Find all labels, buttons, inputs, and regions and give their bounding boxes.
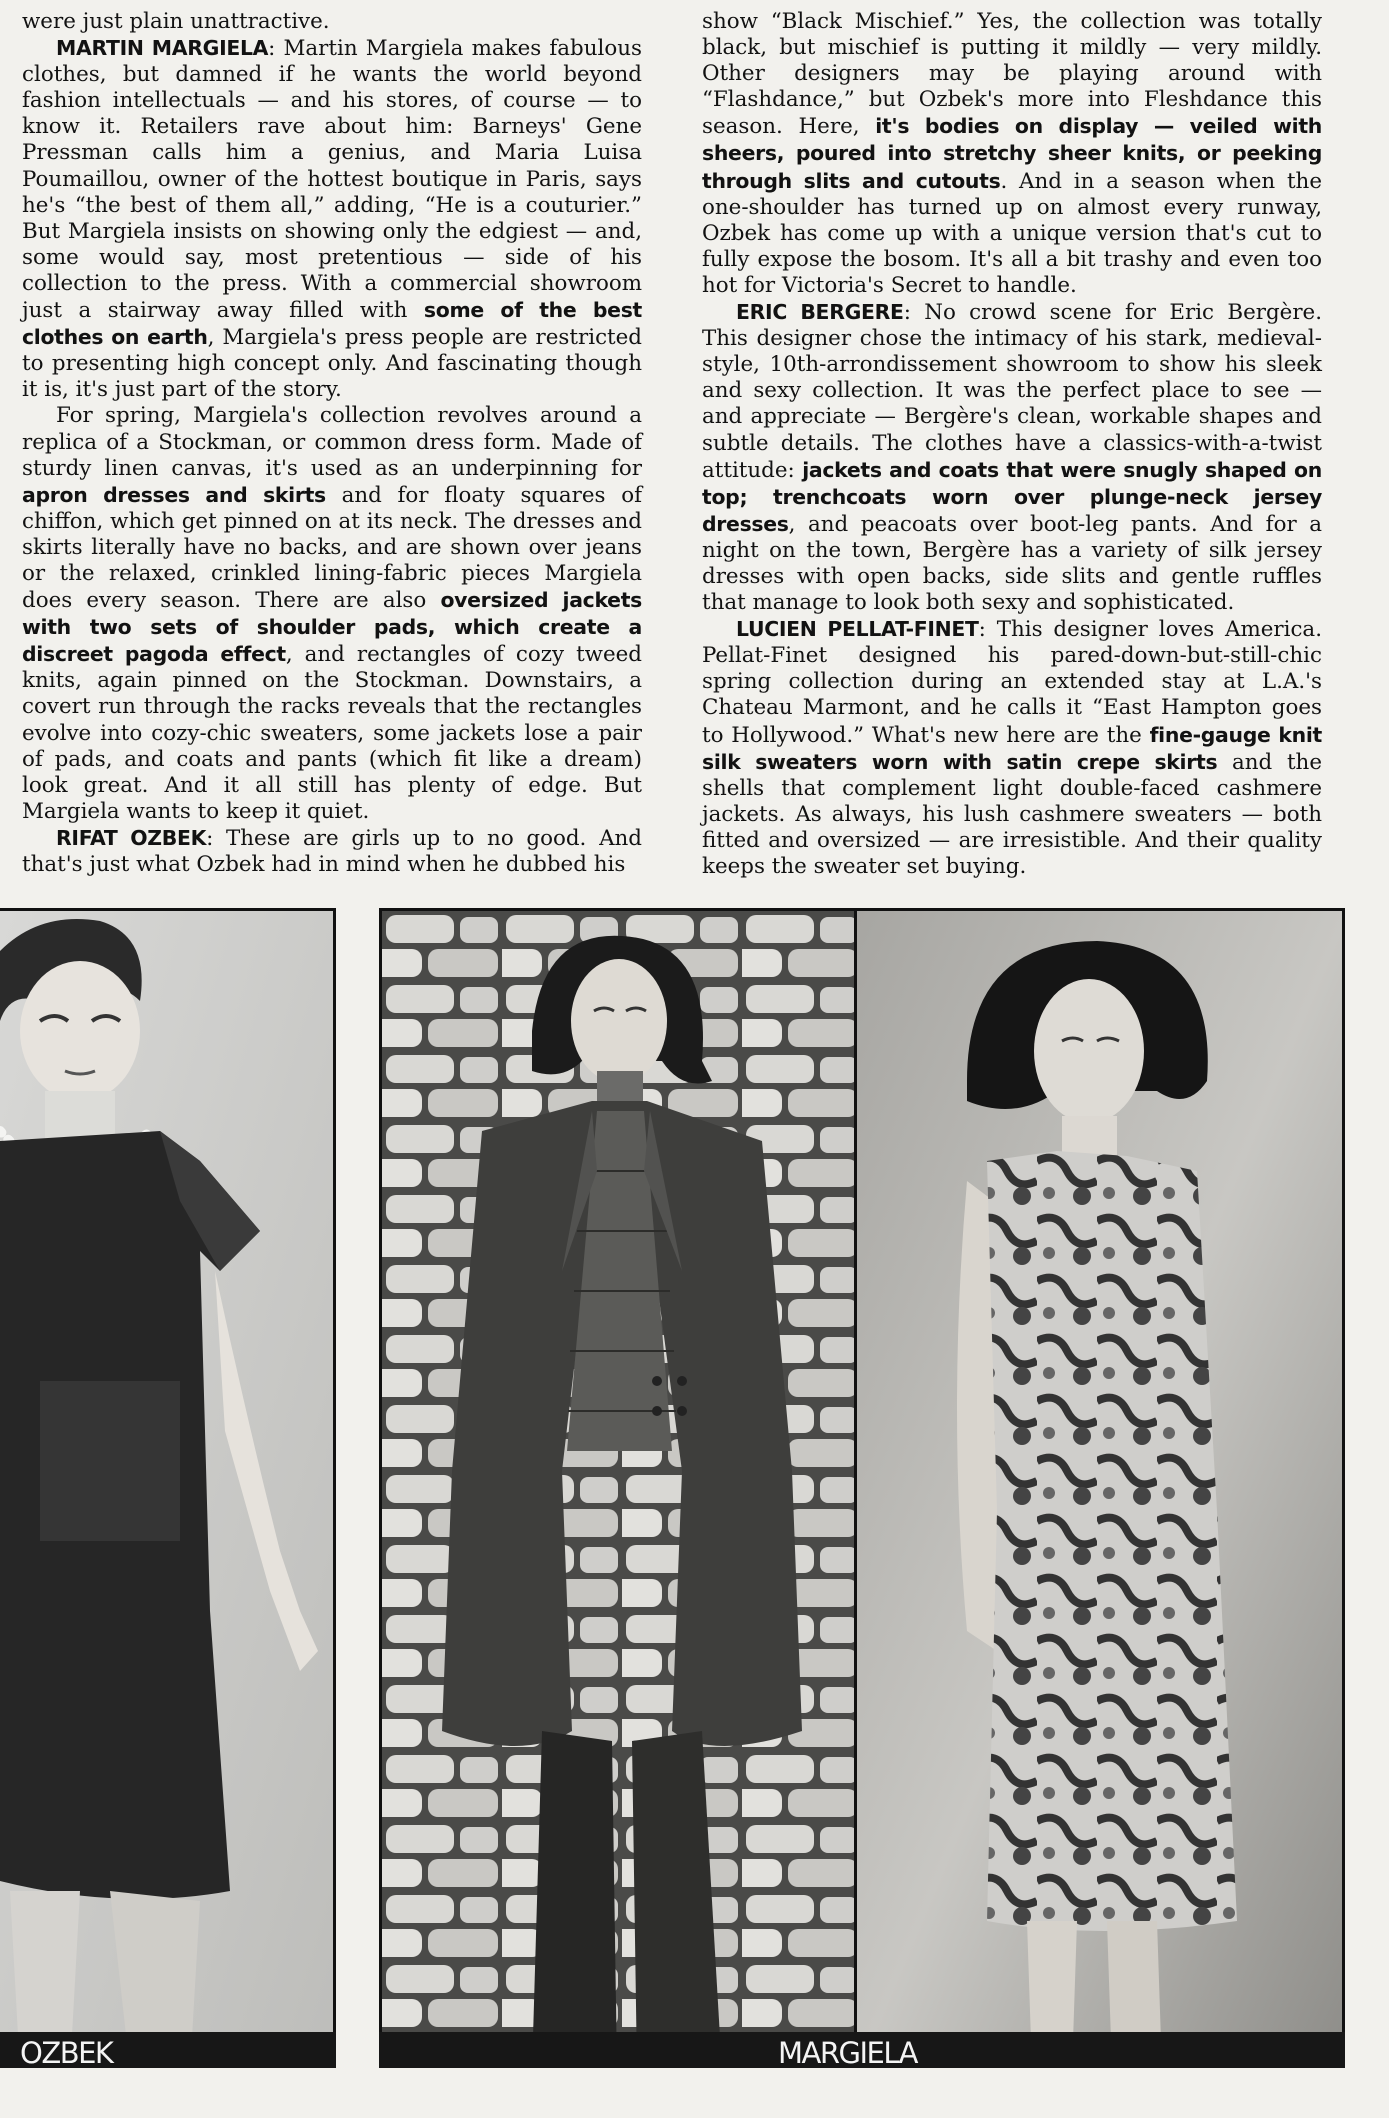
paragraph [22,9,642,35]
body-text: For spring, Margiela's collection revolves around a replica of a Stockman, or common dress form. Made of sturdy linen canvas, it's used as an underpinning for [22,403,642,481]
highlight-text: oversized jackets with two sets of shoulder pads, which create a discreet pagoda effect [22,588,642,667]
paragraph [22,403,642,825]
designer-heading: LUCIEN PELLAT-FINET [736,617,979,642]
body-text: : This designer loves America. Pellat-Finet designed his pared-down-but-still-chic spring collection during an extended stay at L.A.'s Chateau Marmont, and he calls it “East Hampton goes to Hollywood.” What's new here are the [702,617,1322,748]
body-text: show “Black Mischief.” Yes, the collection was totally black, but mischief is putting it mildly — very mildly. Other designers may be playing around with “Flashdance,” but Ozbek's more into Fleshdance this season. Here, [702,9,1322,140]
body-text: , and rectangles of cozy tweed knits, again pinned on the Stockman. Downstairs, a covert run through the racks reveals that the rectangles evolve into cozy-chic sweaters, some jackets lose a pair of pads, and coats and pants (which fit like a dream) look great. And it all still has plenty of edge. But Margiela wants to keep it quiet. [22,642,642,824]
body-text: : These are girls up to no good. And that's just what Ozbek had in mind when he dubbed his [22,825,642,877]
paragraph-eric-bergere [702,299,1322,616]
photo-margiela-jacket-illustration [382,911,857,2068]
body-text: , Margiela's press people are restricted to presenting high concept only. And fascinating though it is, it's just part of the story. [22,325,642,403]
designer-heading: MARTIN MARGIELA [56,36,269,61]
highlight-text: jackets and coats that were snugly shaped on top; trenchcoats worn over plunge-neck jersey dresses [702,457,1322,536]
photo-ozbek-illustration [0,911,336,2068]
paragraph-lucien-pellat-finet [702,616,1322,880]
article-column-right [702,9,1322,880]
highlight-text: some of the best clothes on earth [22,298,642,350]
photo-ozbek-model [0,908,336,2068]
highlight-text: fine-gauge knit silk sweaters worn with satin crepe skirts [702,722,1322,774]
highlight-text: apron dresses and skirts [22,482,326,507]
paragraph-martin-margiela [22,35,642,403]
body-text: : No crowd scene for Eric Bergère. This designer chose the intimacy of his stark, medieval-style, 10th-arrondissement showroom to show his sleek and sexy collection. It was the perfect place to see — and appreciate — Bergère's clean, workable shapes and subtle details. The clothes have a classics-with-a-twist attitude: [702,300,1323,483]
paragraph-rifat-ozbek [22,825,642,878]
photo-margiela-jacket [379,908,857,2068]
designer-heading: ERIC BERGERE [736,300,904,325]
body-text: , and peacoats over boot-leg pants. And for a night on the town, Bergère has a variety of silk jersey dresses with open backs, side slits and gentle ruffles that manage to look both sexy and sophisticated. [702,511,1322,616]
body-text: were just plain unattractive. [22,9,330,34]
body-text: and the shells that complement light double-faced cashmere jackets. As always, his lush cashmere sweaters — both fitted and oversized — are irresistible. And their quality keeps the sweater set buying. [702,749,1322,879]
designer-heading: RIFAT OZBEK [56,825,207,850]
highlight-text: it's bodies on display — veiled with sheers, poured into stretchy sheer knits, or peeking through slits and cutouts [702,114,1322,193]
photo-margiela-dress-illustration [857,911,1345,2068]
photo-caption-margiela: MARGIELA [778,2036,918,2070]
photo-caption-ozbek: OZBEK [20,2036,113,2070]
body-text: : Martin Margiela makes fabulous clothes, but damned if he wants the world beyond fashion intellectuals — and his stores, of course — to know it. Retailers rave about him: Barneys' Gene Pressman calls him a genius, and Maria Luisa Poumaillou, owner of the hottest boutique in Paris, says he's “the best of them all,” adding, “He is a couturier.” But Margiela insists on showing only the edgiest — and, some would say, most pretentious — side of his collection to the press. With a commercial showroom just a stairway away filled with [22,36,642,324]
photo-margiela-dress [854,908,1345,2068]
body-text: . And in a season when the one-shoulder has turned up on almost every runway, Ozbek has come up with a unique version that's cut to fully expose the bosom. It's all a bit trashy and even too hot for Victoria's Secret to handle. [702,168,1322,298]
article-column-left [22,9,642,878]
paragraph [702,9,1322,299]
body-text: and for floaty squares of chiffon, which get pinned on at its neck. The dresses and skirts literally have no backs, and are shown over jeans or the relaxed, crinkled lining-fabric pieces Margiela does every season. There are also [22,482,642,614]
